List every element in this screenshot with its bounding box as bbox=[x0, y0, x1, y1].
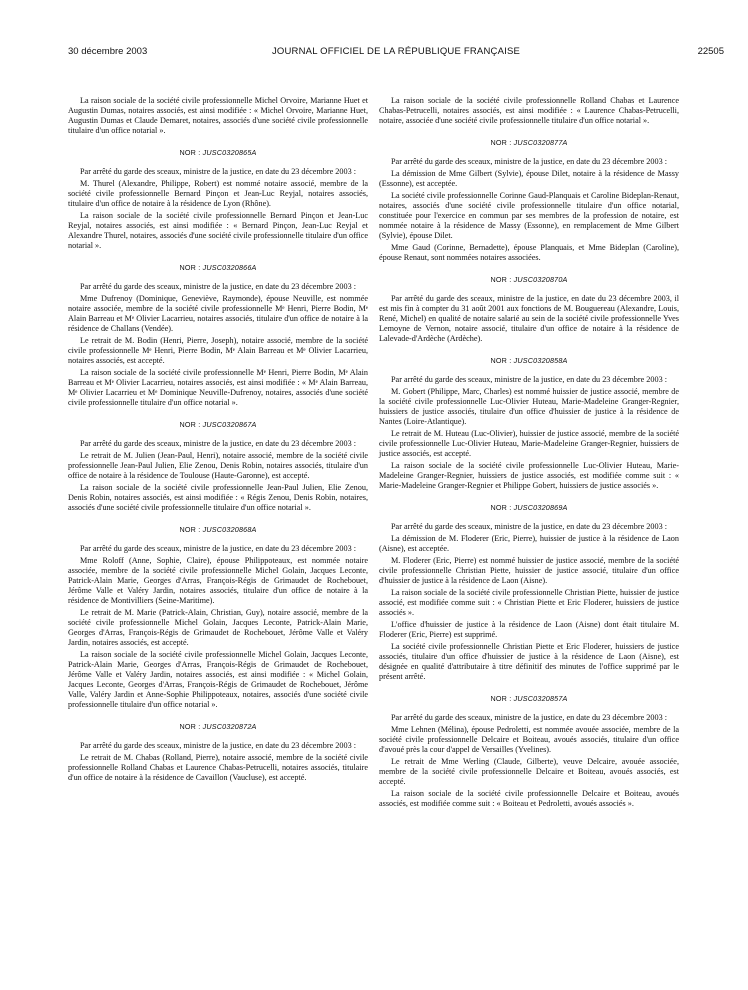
nor-label: NOR : bbox=[490, 138, 512, 147]
nor-reference bbox=[68, 148, 368, 158]
nor-code: JUSC0320858A bbox=[513, 356, 568, 365]
nor-label: NOR : bbox=[179, 420, 201, 429]
nor-reference bbox=[68, 525, 368, 535]
paragraph: La raison sociale de la société civile professionnelle Rolland Chabas et Laurence Chabas-Petrucelli, notaires associés, est ainsi modifiée : « Laurence Chabas-Petrucelli, notaire, associée d'une société civile professionnelle titulaire d'un office notarial ». bbox=[379, 96, 679, 125]
nor-code: JUSC0320866A bbox=[202, 263, 257, 272]
paragraph: Par arrêté du garde des sceaux, ministre de la justice, en date du 23 décembre 2003 : bbox=[391, 713, 667, 722]
left-column bbox=[68, 96, 368, 785]
paragraph: Par arrêté du garde des sceaux, ministre de la justice, en date du 23 décembre 2003 : bbox=[80, 544, 356, 553]
nor-reference bbox=[68, 420, 368, 430]
paragraph: Par arrêté du garde des sceaux, ministre de la justice, en date du 23 décembre 2003 : bbox=[391, 375, 667, 384]
nor-reference bbox=[379, 356, 679, 366]
nor-code: JUSC0320857A bbox=[513, 694, 568, 703]
paragraph: Le retrait de M. Julien (Jean-Paul, Henri), notaire associé, membre de la société civile professionnelle Jean-Paul Julien, Elie Zenou, Denis Robin, notaires associés, titulaire d'un office de notaire à la résidence de Toulouse (Haute-Garonne), est accepté. bbox=[68, 451, 368, 480]
nor-label: NOR : bbox=[179, 263, 201, 272]
paragraph: La démission de M. Floderer (Eric, Pierre), huissier de justice à la résidence de Laon (Aisne), est acceptée. bbox=[379, 534, 679, 553]
paragraph: M. Floderer (Eric, Pierre) est nommé huissier de justice associé, membre de la société civile professionnelle Christian Piette, huissier de justice associé, titulaire d'un office d'huissier de justice à la résidence de Laon (Aisne). bbox=[379, 556, 679, 585]
paragraph: Le retrait de M. Huteau (Luc-Olivier), huissier de justice associé, membre de la société civile professionnelle Luc-Olivier Huteau, Marie-Madeleine Granger-Regnier, huissiers de justice associés, est accepté. bbox=[379, 429, 679, 458]
nor-code: JUSC0320872A bbox=[202, 722, 257, 731]
paragraph: Par arrêté du garde des sceaux, ministre de la justice, en date du 23 décembre 2003 : bbox=[80, 167, 356, 176]
nor-label: NOR : bbox=[490, 356, 512, 365]
paragraph: La raison sociale de la société civile professionnelle Mᵉ Henri, Pierre Bodin, Mᵉ Alain Barreau et Mᵉ Olivier Lacarrieu, notaires associés, est ainsi modifiée : « Mᵉ Alain Barreau, Mᵉ Olivier Lacarrieu et Mᵉ Dominique Neuville-Dufrenoy, notaires, associés d'une société civile professionnelle titulaire d'un office notarial ». bbox=[68, 368, 368, 407]
nor-label: NOR : bbox=[179, 722, 201, 731]
paragraph: Le retrait de M. Bodin (Henri, Pierre, Joseph), notaire associé, membre de la société civile professionnelle Mᵉ Henri, Pierre Bodin, Mᵉ Alain Barreau et Mᵉ Olivier Lacarrieu, notaires associés, est accepté. bbox=[68, 336, 368, 365]
right-column bbox=[379, 96, 679, 811]
paragraph: Le retrait de Mme Werling (Claude, Gilberte), veuve Delcaire, avouée associée, membre de la société civile professionnelle Delcaire et Boiteau, avoués associés, est accepté. bbox=[379, 757, 679, 786]
nor-code: JUSC0320877A bbox=[513, 138, 568, 147]
paragraph: La raison sociale de la société civile professionnelle Michel Golain, Jacques Leconte, Patrick-Alain Marie, Georges d'Arras, François-Régis de Grimaudet de Rochebouet, Jérôme Valle et Valéry Jardin, notaires associés, est ainsi modifiée : « Michel Golain, Jacques Leconte, Georges d'Arras, François-Régis de Grimaudet de Rochebouet, Jérôme Valle, Valéry Jardin et Anne-Sophie Philippoteaux, notaires, associés d'une société civile professionnelle titulaire d'un office notarial ». bbox=[68, 650, 368, 709]
nor-code: JUSC0320867A bbox=[202, 420, 257, 429]
paragraph: La raison sociale de la société civile professionnelle Luc-Olivier Huteau, Marie-Madeleine Granger-Regnier, huissiers de justice associés, est modifiée comme suit : « Marie-Madeleine Granger-Regnier et Philippe Gobert, huissiers de justice associés ». bbox=[379, 461, 679, 490]
paragraph: Mme Lehnen (Mélina), épouse Pedroletti, est nommée avouée associée, membre de la société civile professionnelle Delcaire et Boiteau, avoués associés, titulaire d'un office d'avoué près la cour d'appel de Versailles (Yvelines). bbox=[379, 725, 679, 754]
nor-reference bbox=[379, 503, 679, 513]
nor-reference bbox=[379, 694, 679, 704]
nor-label: NOR : bbox=[490, 694, 512, 703]
paragraph: La démission de Mme Gilbert (Sylvie), épouse Dilet, notaire à la résidence de Massy (Essonne), est acceptée. bbox=[379, 169, 679, 188]
paragraph: Par arrêté du garde des sceaux, ministre de la justice, en date du 23 décembre 2003 : bbox=[80, 741, 356, 750]
paragraph: La raison sociale de la société civile professionnelle Bernard Pinçon et Jean-Luc Reyjal, notaires associés, est ainsi modifiée : « Bernard Pinçon, Jean-Luc Reyjal et Alexandre Thurel, notaires, associés d'une société civile professionnelle titulaire d'un office notarial ». bbox=[68, 211, 368, 250]
header-date: 30 décembre 2003 bbox=[68, 46, 148, 57]
page-header bbox=[68, 44, 724, 60]
paragraph: La raison sociale de la société civile professionnelle Delcaire et Boiteau, avoués associés, est modifiée comme suit : « Boiteau et Pedroletti, avoués associés ». bbox=[379, 789, 679, 808]
paragraph: La société civile professionnelle Christian Piette et Eric Floderer, huissiers de justice associés, titulaire d'un office d'huissier de justice à la résidence de Laon (Aisne), est désignée en qualité d'attributaire à titre définitif des minutes de l'office supprimé par le présent arrêté. bbox=[379, 642, 679, 681]
nor-label: NOR : bbox=[490, 503, 512, 512]
paragraph: Par arrêté du garde des sceaux, ministre de la justice, en date du 23 décembre 2003 : bbox=[80, 439, 356, 448]
nor-reference bbox=[379, 138, 679, 148]
nor-reference bbox=[379, 275, 679, 285]
paragraph: Le retrait de M. Marie (Patrick-Alain, Christian, Guy), notaire associé, membre de la société civile professionnelle Michel Golain, Jacques Leconte, Patrick-Alain Marie, Georges d'Arras, François-Régis de Grimaudet de Rochebouet, Jérôme Valle et Valéry Jardin, notaires associés, est accepté. bbox=[68, 608, 368, 647]
paragraph: La société civile professionnelle Corinne Gaud-Planquais et Caroline Bideplan-Renaut, notaires, associés d'une société civile professionnelle titulaire d'un office notarial, constituée pour l'exercice en commun par ses membres de la profession de notaire, est nommée notaire à la résidence de Massy (Essonne), en remplacement de Mme Gilbert (Sylvie), épouse Dilet. bbox=[379, 191, 679, 240]
header-journal-title: JOURNAL OFFICIEL DE LA RÉPUBLIQUE FRANÇAISE bbox=[271, 46, 521, 57]
nor-code: JUSC0320869A bbox=[513, 503, 568, 512]
paragraph: Par arrêté du garde des sceaux, ministre de la justice, en date du 23 décembre 2003, il est mis fin à compter du 31 août 2001 aux fonctions de M. Bouguereau (Alexandre, Louis, René, Michel) en qualité de notaire salarié au sein de la société civile professionnelle Yves Lemoyne de Vernon, notaire associé, titulaire d'un office de notaire à la résidence de Lalevade-d'Ardèche (Ardèche). bbox=[379, 294, 679, 343]
paragraph: L'office d'huissier de justice à la résidence de Laon (Aisne) dont était titulaire M. Floderer (Eric, Pierre) est supprimé. bbox=[379, 620, 679, 639]
paragraph: La raison sociale de la société civile professionnelle Jean-Paul Julien, Elie Zenou, Denis Robin, notaires associés, est ainsi modifiée : « Régis Zenou, Denis Robin, notaires, associés d'une société civile professionnelle titulaire d'un office notarial ». bbox=[68, 483, 368, 512]
paragraph: M. Thurel (Alexandre, Philippe, Robert) est nommé notaire associé, membre de la société civile professionnelle Bernard Pinçon et Jean-Luc Reyjal, notaires associés, titulaire d'un office de notaire à la résidence de Lyon (Rhône). bbox=[68, 179, 368, 208]
paragraph: Mme Gaud (Corinne, Bernadette), épouse Planquais, et Mme Bideplan (Caroline), épouse Renaut, sont nommées notaires associées. bbox=[379, 243, 679, 262]
header-page-number: 22505 bbox=[697, 46, 724, 57]
paragraph: Par arrêté du garde des sceaux, ministre de la justice, en date du 23 décembre 2003 : bbox=[391, 522, 667, 531]
paragraph: Mme Dufrenoy (Dominique, Geneviève, Raymonde), épouse Neuville, est nommée notaire associée, membre de la société civile professionnelle Mᵉ Henri, Pierre Bodin, Mᵉ Alain Barreau et Mᵉ Olivier Lacarrieu, notaires associés, titulaire d'un office de notaire à la résidence de Challans (Vendée). bbox=[68, 294, 368, 333]
paragraph: Par arrêté du garde des sceaux, ministre de la justice, en date du 23 décembre 2003 : bbox=[80, 282, 356, 291]
nor-reference bbox=[68, 722, 368, 732]
nor-label: NOR : bbox=[179, 525, 201, 534]
paragraph: La raison sociale de la société civile professionnelle Michel Orvoire, Marianne Huet et Augustin Dumas, notaires associés, est ainsi modifiée : « Michel Orvoire, Marianne Huet, Augustin Dumas et Claude Demaret, notaires, associés d'une société civile professionnelle titulaire d'un office notarial ». bbox=[68, 96, 368, 135]
paragraph: Par arrêté du garde des sceaux, ministre de la justice, en date du 23 décembre 2003 : bbox=[391, 157, 667, 166]
paragraph: Le retrait de M. Chabas (Rolland, Pierre), notaire associé, membre de la société civile professionnelle Rolland Chabas et Laurence Chabas-Petrucelli, notaires associés, titulaire d'un office de notaire à la résidence de Cavaillon (Vaucluse), est accepté. bbox=[68, 753, 368, 782]
paragraph: M. Gobert (Philippe, Marc, Charles) est nommé huissier de justice associé, membre de la société civile professionnelle Luc-Olivier Huteau, Marie-Madeleine Granger-Regnier, huissiers de justice associés, titulaire d'un office d'huissier de justice à la résidence de Nantes (Loire-Atlantique). bbox=[379, 387, 679, 426]
nor-reference bbox=[68, 263, 368, 273]
paragraph: La raison sociale de la société civile professionnelle Christian Piette, huissier de justice associé, est modifiée comme suit : « Christian Piette et Eric Floderer, huissiers de justice associés ». bbox=[379, 588, 679, 617]
nor-label: NOR : bbox=[490, 275, 512, 284]
nor-label: NOR : bbox=[179, 148, 201, 157]
nor-code: JUSC0320870A bbox=[513, 275, 568, 284]
paragraph: Mme Roloff (Anne, Sophie, Claire), épouse Philippoteaux, est nommée notaire associée, membre de la société civile professionnelle Michel Golain, Jacques Leconte, Patrick-Alain Marie, Georges d'Arras, François-Régis de Grimaudet de Rochebouet, Jérôme Valle et Valéry Jardin, notaires associés, titulaire d'un office de notaire à la résidence de Montivilliers (Seine-Maritime). bbox=[68, 556, 368, 605]
nor-code: JUSC0320865A bbox=[202, 148, 257, 157]
nor-code: JUSC0320868A bbox=[202, 525, 257, 534]
